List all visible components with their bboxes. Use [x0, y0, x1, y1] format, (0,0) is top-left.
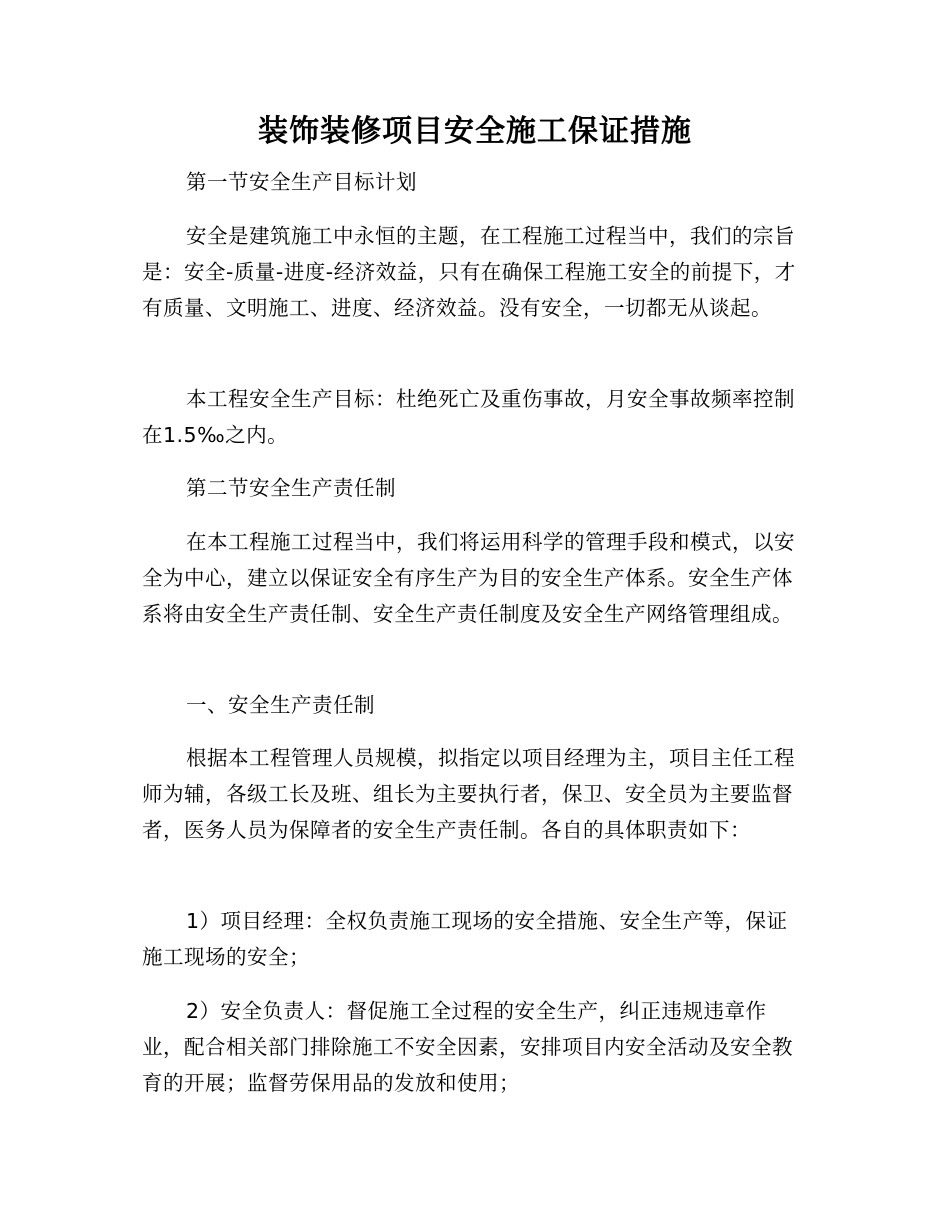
document-title: 装饰装修项目安全施工保证措施 — [258, 114, 692, 149]
section-heading-1: 第一节安全生产目标计划 — [186, 170, 417, 194]
paragraph-safety-theme: 安全是建筑施工中永恒的主题，在工程施工过程当中，我们的宗旨是：安全-质量-进度-经济效益，只有在确保工程施工安全的前提下，才有质量、文明施工、进度、经济效益。没有安全，一切都无从谈起。 — [142, 224, 796, 320]
section-heading-2: 第二节安全生产责任制 — [186, 476, 396, 500]
paragraph-safety-system: 在本工程施工过程当中，我们将运用科学的管理手段和模式，以安全为中心，建立以保证安全有序生产为目的安全生产体系。安全生产体系将由安全生产责任制、安全生产责任制度及安全生产网络管理组成。 — [142, 530, 795, 626]
list-item-project-manager: 1）项目经理：全权负责施工现场的安全措施、安全生产等，保证施工现场的安全； — [142, 909, 788, 969]
list-item-safety-officer: 2）安全负责人：督促施工全过程的安全生产，纠正违规违章作业，配合相关部门排除施工不安全因素，安排项目内安全活动及安全教育的开展；监督劳保用品的发放和使用； — [142, 999, 793, 1095]
paragraph-safety-goal: 本工程安全生产目标：杜绝死亡及重伤事故，月安全事故频率控制在1.5‰之内。 — [142, 387, 795, 447]
paragraph-responsibility: 根据本工程管理人员规模，拟指定以项目经理为主，项目主任工程师为辅，各级工长及班、组长为主要执行者，保卫、安全员为主要监督者，医务人员为保障者的安全生产责任制。各自的具体职责如下： — [142, 746, 795, 842]
subsection-heading-1: 一、安全生产责任制 — [186, 693, 375, 717]
